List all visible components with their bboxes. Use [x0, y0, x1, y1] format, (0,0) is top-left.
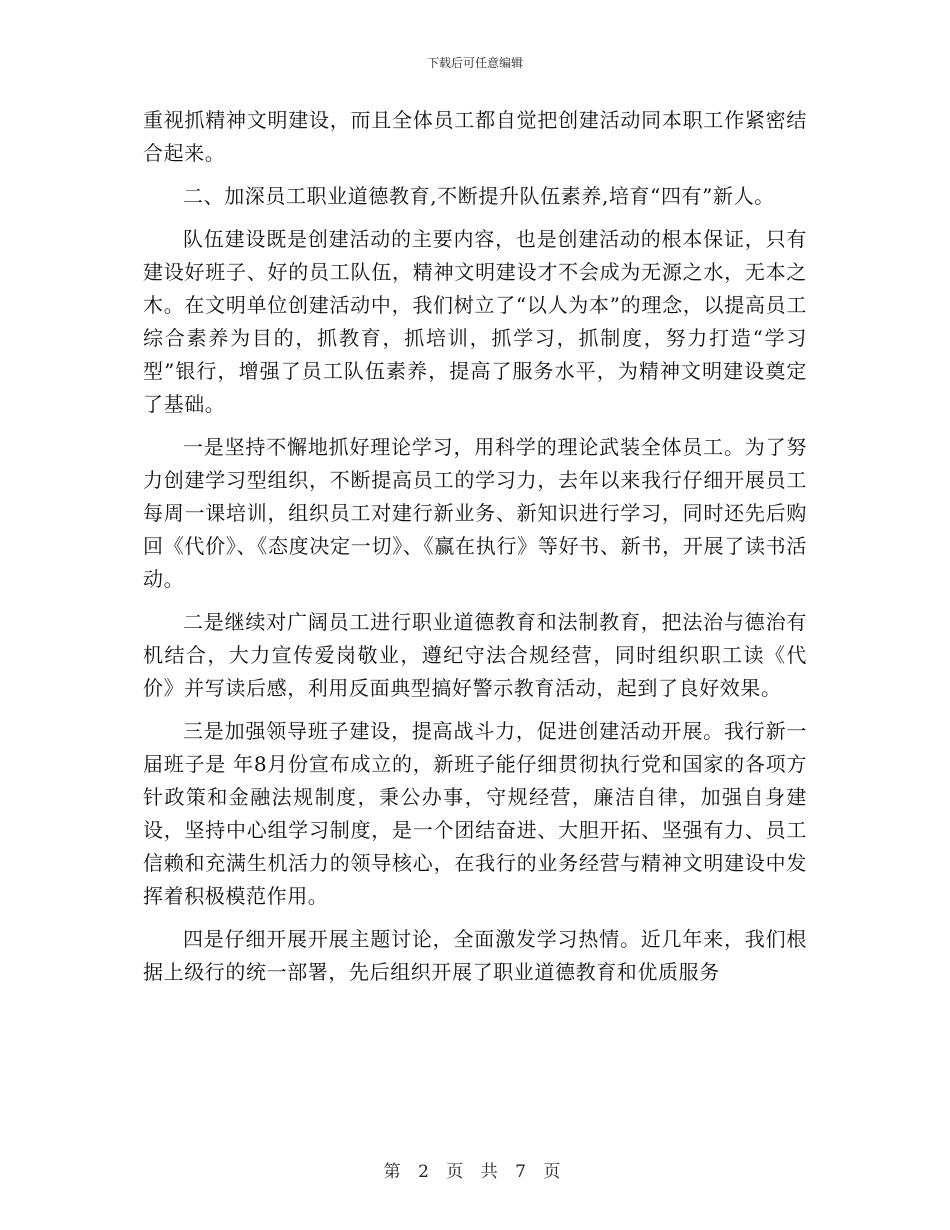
document-body: [143, 104, 807, 999]
page-footer: 第 2 页 共 7 页: [383, 1162, 567, 1182]
paragraph: 三是加强领导班子建设，提高战斗力，促进创建活动开展。我行新一届班子是 年8月份宣布成立的，新班子能仔细贯彻执行党和国家的各项方针政策和金融法规制度，秉公办事，守规经营，廉洁自律，加强自身建设，坚持中心组学习制度，是一个团结奋进、大胆开拓、坚强有力、员工信赖和充满生机活力的领导核心，在我行的业务经营与精神文明建设中发挥着积极模范作用。: [143, 719, 807, 908]
paragraph-continuation: 重视抓精神文明建设，而且全体员工都自觉把创建活动同本职工作紧密结合起来。: [143, 108, 807, 165]
paragraph: 四是仔细开展开展主题讨论，全面激发学习热情。近几年来，我们根据上级行的统一部署，先后组织开展了职业道德教育和优质服务: [143, 927, 807, 984]
paragraph: 一是坚持不懈地抓好理论学习，用科学的理论武装全体员工。为了努力创建学习型组织，不断提高员工的学习力，去年以来我行仔细开展员工每周一课培训，组织员工对建行新业务、新知识进行学习，同时还先后购回《代价》、《态度决定一切》、《赢在执行》等好书、新书，开展了读书活动。: [143, 435, 807, 591]
paragraph: 队伍建设既是创建活动的主要内容，也是创建活动的根本保证，只有建设好班子、好的员工队伍，精神文明建设才不会成为无源之水，无本之木。在文明单位创建活动中，我们树立了“以人为本”的理念，以提高员工综合素养为目的，抓教育，抓培训，抓学习，抓制度，努力打造“学习型”银行，增强了员工队伍素养，提高了服务水平，为精神文明建设奠定了基础。: [143, 227, 807, 416]
paragraph: 二是继续对广阔员工进行职业道德教育和法制教育，把法治与德治有机结合，大力宣传爱岗敬业，遵纪守法合规经营，同时组织职工读《代价》并写读后感，利用反面典型搞好警示教育活动，起到了良好效果。: [143, 610, 807, 700]
section-heading: 二、加深员工职业道德教育,不断提升队伍素养,培育“四有”新人。: [183, 184, 775, 208]
page-header: 下载后可任意编辑: [426, 56, 523, 70]
